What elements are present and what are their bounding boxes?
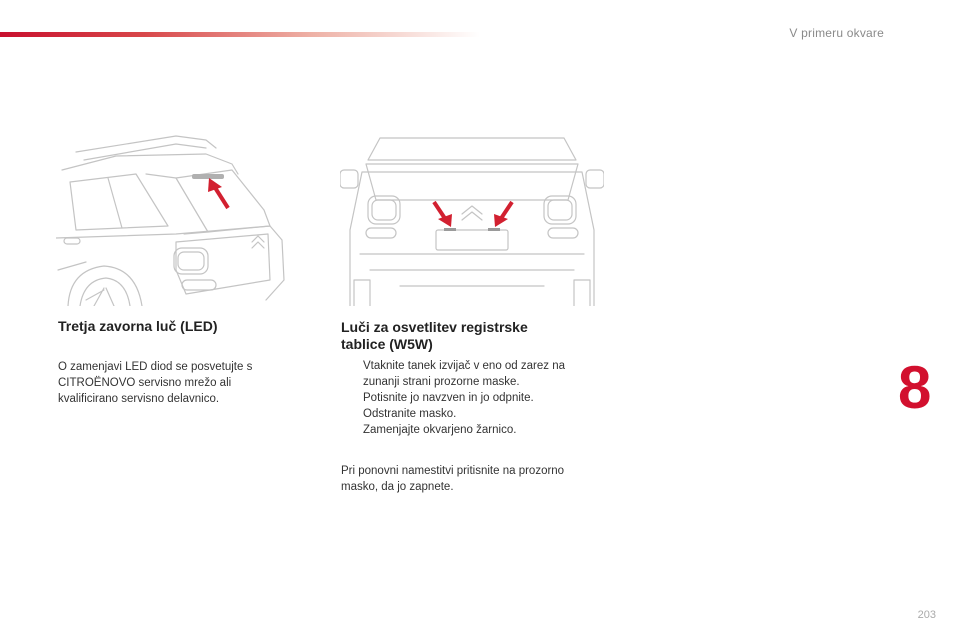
step-text: Vtaknite tanek izvijač v eno od zarez na zunanji strani prozorne maske. (363, 360, 566, 388)
reinstall-note: Pri ponovni namestitvi pritisnite na prozorno masko, da jo zapnete. (341, 465, 565, 493)
step-text: Odstranite masko. (363, 408, 457, 420)
heading-line-2: tablice (W5W) (341, 336, 433, 352)
third-brake-light-text: O zamenjavi LED diod se posvetujte s CITROËNOVO servisno mrežo ali kvalificirano servisno delavnico. (58, 361, 253, 405)
step-text: Potisnite jo navzven in jo odpnite. (363, 392, 534, 404)
page-number: 203 (917, 609, 936, 621)
step-text: Zamenjajte okvarjeno žarnico. (363, 424, 517, 436)
procedure-steps (341, 358, 601, 438)
number-plate-light-heading (341, 319, 591, 353)
list-item (341, 422, 601, 438)
heading-line-1: Luči za osvetlitev registrske (341, 319, 528, 335)
arrow-icon (434, 202, 452, 227)
arrow-icon (208, 178, 228, 208)
chapter-number: 8 (898, 354, 932, 421)
header-accent-bar (0, 32, 480, 37)
number-plate-light-illustration (340, 130, 604, 306)
list-item (341, 390, 601, 406)
third-brake-light-illustration (56, 130, 288, 306)
third-brake-light-heading: Tretja zavorna luč (LED) (58, 318, 218, 334)
section-title: V primeru okvare (789, 26, 884, 40)
list-item (341, 406, 601, 422)
list-item (341, 358, 601, 390)
arrow-icon (494, 202, 512, 227)
